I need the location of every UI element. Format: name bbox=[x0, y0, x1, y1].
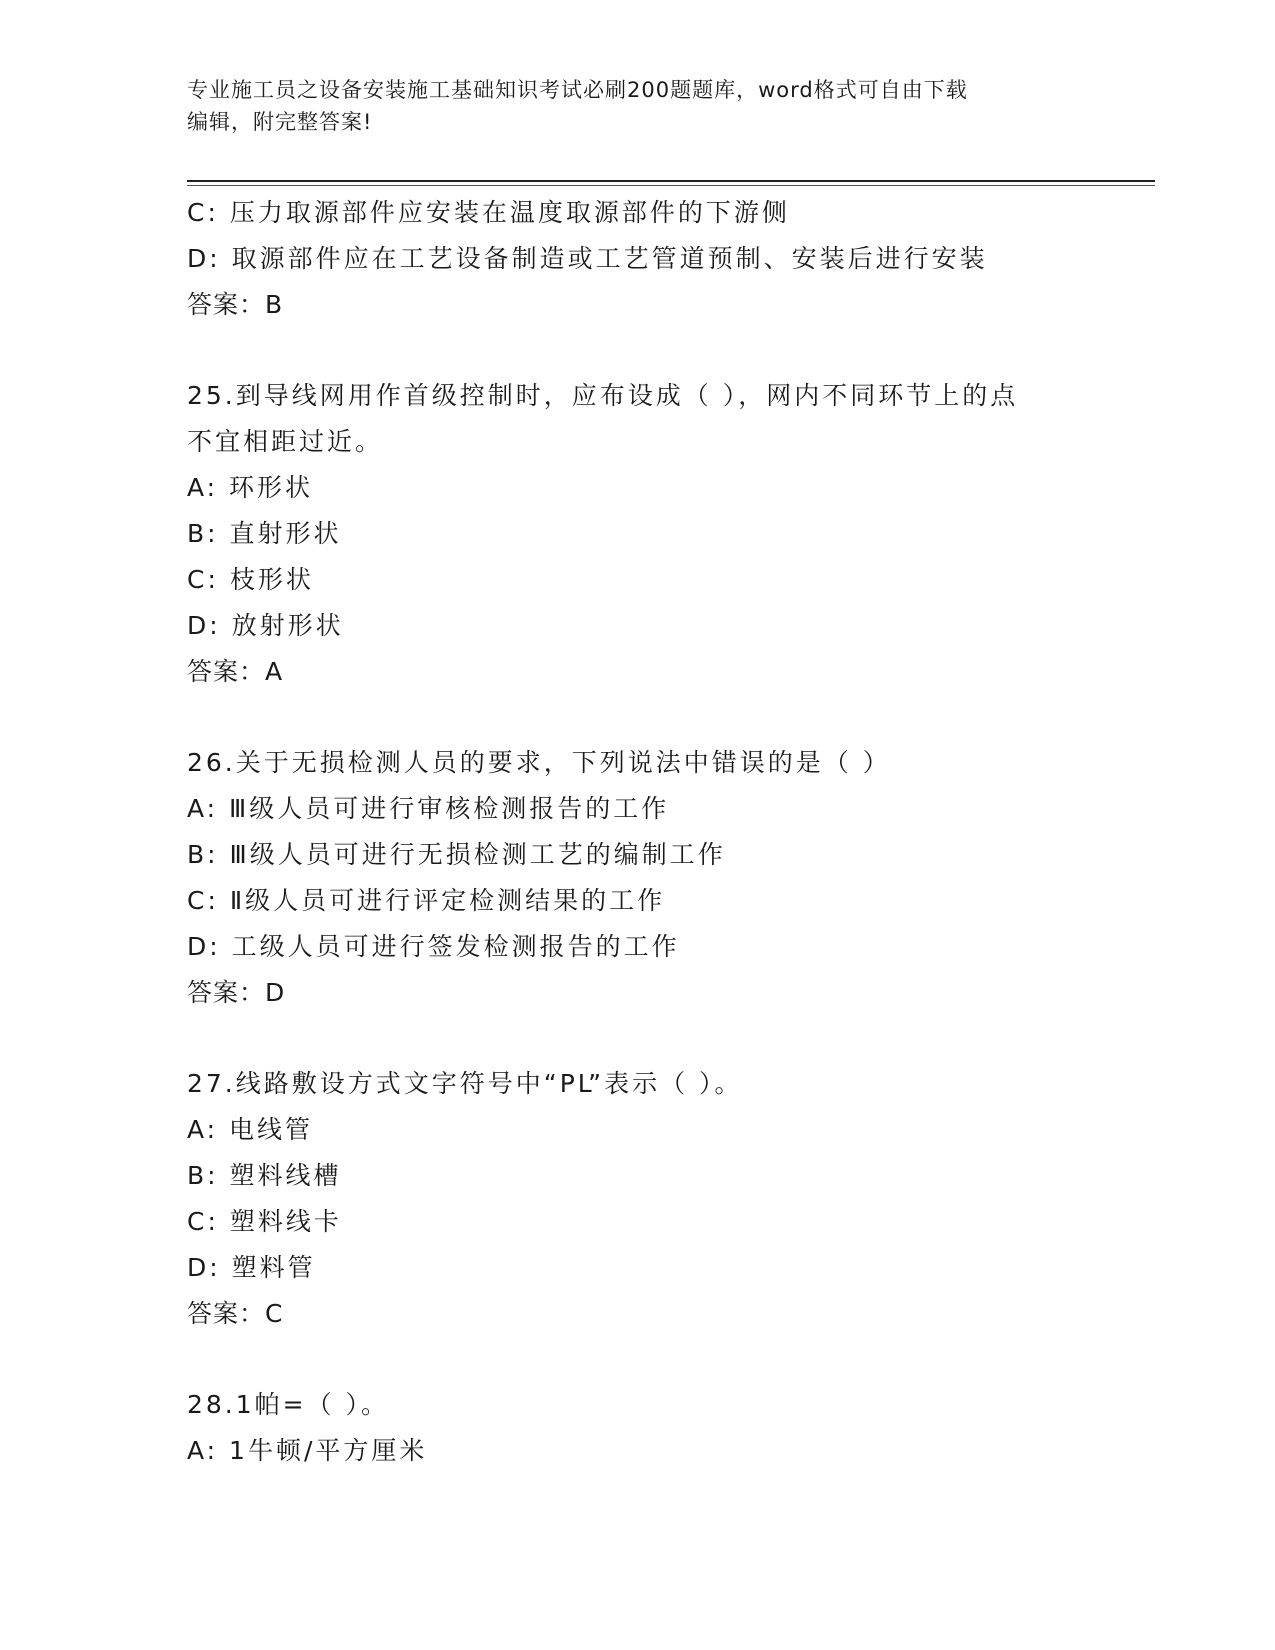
question-stem: 不宜相距过近。 bbox=[187, 427, 384, 456]
option-a bbox=[187, 465, 1127, 511]
option-a bbox=[187, 1428, 1127, 1474]
option-b bbox=[187, 832, 1127, 878]
option-text: Ⅲ级人员可进行无损检测工艺的编制工作 bbox=[229, 840, 726, 869]
question-list bbox=[187, 190, 1127, 1474]
answer-line: 答案：C bbox=[187, 1299, 284, 1328]
option-text: 取源部件应在工艺设备制造或工艺管道预制、安装后进行安装 bbox=[231, 244, 988, 273]
option-label: A: bbox=[187, 1436, 219, 1465]
option-text: 枝形状 bbox=[229, 565, 314, 594]
option-b bbox=[187, 1153, 1127, 1199]
option-text: 塑料线卡 bbox=[229, 1207, 342, 1236]
option-text: 电线管 bbox=[229, 1115, 314, 1144]
option-text: 塑料线槽 bbox=[229, 1161, 342, 1190]
question-stem: 27.线路敷设方式文字符号中“PL”表示（ ）。 bbox=[187, 1069, 743, 1098]
option-label: D: bbox=[187, 1253, 221, 1282]
option-c bbox=[187, 878, 1127, 924]
answer-line: 答案：D bbox=[187, 978, 286, 1007]
answer-line: 答案：A bbox=[187, 657, 284, 686]
option-label: A: bbox=[187, 794, 219, 823]
option-label: A: bbox=[187, 473, 219, 502]
option-label: B: bbox=[187, 840, 219, 869]
option-label: D: bbox=[187, 611, 221, 640]
question-stem: 25.到导线网用作首级控制时，应布设成（ ），网内不同环节上的点 bbox=[187, 381, 1019, 410]
option-a bbox=[187, 786, 1127, 832]
option-text: 直射形状 bbox=[229, 519, 342, 548]
option-label: B: bbox=[187, 519, 219, 548]
option-text: Ⅲ级人员可进行审核检测报告的工作 bbox=[229, 794, 670, 823]
question-27 bbox=[187, 1061, 1127, 1337]
question-stem: 26.关于无损检测人员的要求，下列说法中错误的是（ ） bbox=[187, 748, 891, 777]
option-text: 压力取源部件应安装在温度取源部件的下游侧 bbox=[229, 198, 790, 227]
option-text: 放射形状 bbox=[231, 611, 344, 640]
answer-line: 答案：B bbox=[187, 290, 284, 319]
document-header bbox=[187, 74, 1087, 138]
option-d bbox=[187, 603, 1127, 649]
option-b bbox=[187, 511, 1127, 557]
option-label: C: bbox=[187, 198, 219, 227]
header-divider-thin bbox=[187, 185, 1155, 186]
option-text: 塑料管 bbox=[231, 1253, 316, 1282]
header-divider-thick bbox=[187, 180, 1155, 182]
question-24-tail bbox=[187, 190, 1127, 328]
option-label: D: bbox=[187, 932, 221, 961]
option-d bbox=[187, 1245, 1127, 1291]
header-title-line-1: 专业施工员之设备安装施工基础知识考试必刷200题题库，word格式可自由下载 bbox=[187, 78, 968, 102]
option-d bbox=[187, 924, 1127, 970]
option-label: C: bbox=[187, 1207, 219, 1236]
option-label: A: bbox=[187, 1115, 219, 1144]
option-label: C: bbox=[187, 886, 219, 915]
question-stem: 28.1帕=（ ）。 bbox=[187, 1390, 390, 1419]
question-26 bbox=[187, 740, 1127, 1016]
option-label: D: bbox=[187, 244, 221, 273]
question-28 bbox=[187, 1382, 1127, 1474]
option-text: Ⅱ级人员可进行评定检测结果的工作 bbox=[229, 886, 666, 915]
option-a bbox=[187, 1107, 1127, 1153]
option-d bbox=[187, 236, 1127, 282]
question-25 bbox=[187, 373, 1127, 695]
option-label: C: bbox=[187, 565, 219, 594]
option-text: 环形状 bbox=[229, 473, 314, 502]
option-text: 工级人员可进行签发检测报告的工作 bbox=[231, 932, 680, 961]
option-label: B: bbox=[187, 1161, 219, 1190]
option-c bbox=[187, 190, 1127, 236]
header-title-line-2: 编辑，附完整答案! bbox=[187, 110, 373, 134]
option-text: 1牛顿/平方厘米 bbox=[229, 1436, 428, 1465]
option-c bbox=[187, 1199, 1127, 1245]
option-c bbox=[187, 557, 1127, 603]
